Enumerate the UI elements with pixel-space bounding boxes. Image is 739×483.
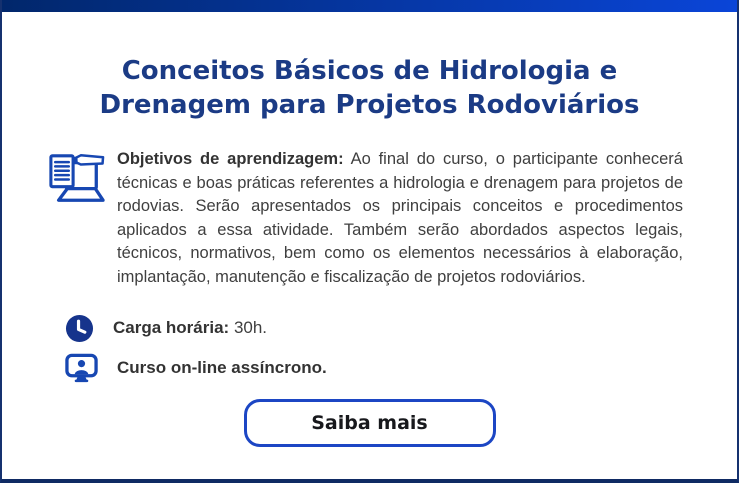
course-format-text xyxy=(117,358,327,378)
course-title xyxy=(2,54,737,122)
document-pencil-laptop-icon xyxy=(47,148,105,206)
online-course-icon xyxy=(65,353,98,383)
objectives-label: Objetivos de aprendizagem: xyxy=(117,150,344,168)
objectives-section xyxy=(2,148,737,289)
workload-text xyxy=(113,318,267,338)
top-accent-bar xyxy=(2,0,737,12)
course-details xyxy=(2,313,737,383)
saiba-mais-button[interactable]: Saiba mais xyxy=(244,399,496,447)
workload-value: 30h. xyxy=(233,318,268,337)
objectives-text xyxy=(117,148,683,289)
course-title-line1: Conceitos Básicos de Hidrologia e xyxy=(121,56,618,86)
detail-row-format xyxy=(65,353,737,383)
detail-row-workload xyxy=(65,313,737,343)
clock-icon xyxy=(65,314,94,343)
course-format-label: Curso on-line assíncrono. xyxy=(117,358,327,377)
course-title-line2: Drenagem para Projetos Rodoviários xyxy=(99,90,640,120)
workload-label: Carga horária: xyxy=(113,318,230,337)
objectives-body: Ao final do curso, o participante conhecerá técnicas e boas práticas referentes a hidrologia e drenagem para projetos de rodovias. Serão apresentados os principais conceitos e procedimentos aplicados a essa atividade. Também serão abordados aspectos legais, técnicos, normativos, bem como os elementos necessários à elaboração, implantação, manutenção e fiscalização de projetos rodoviários. xyxy=(117,150,683,286)
